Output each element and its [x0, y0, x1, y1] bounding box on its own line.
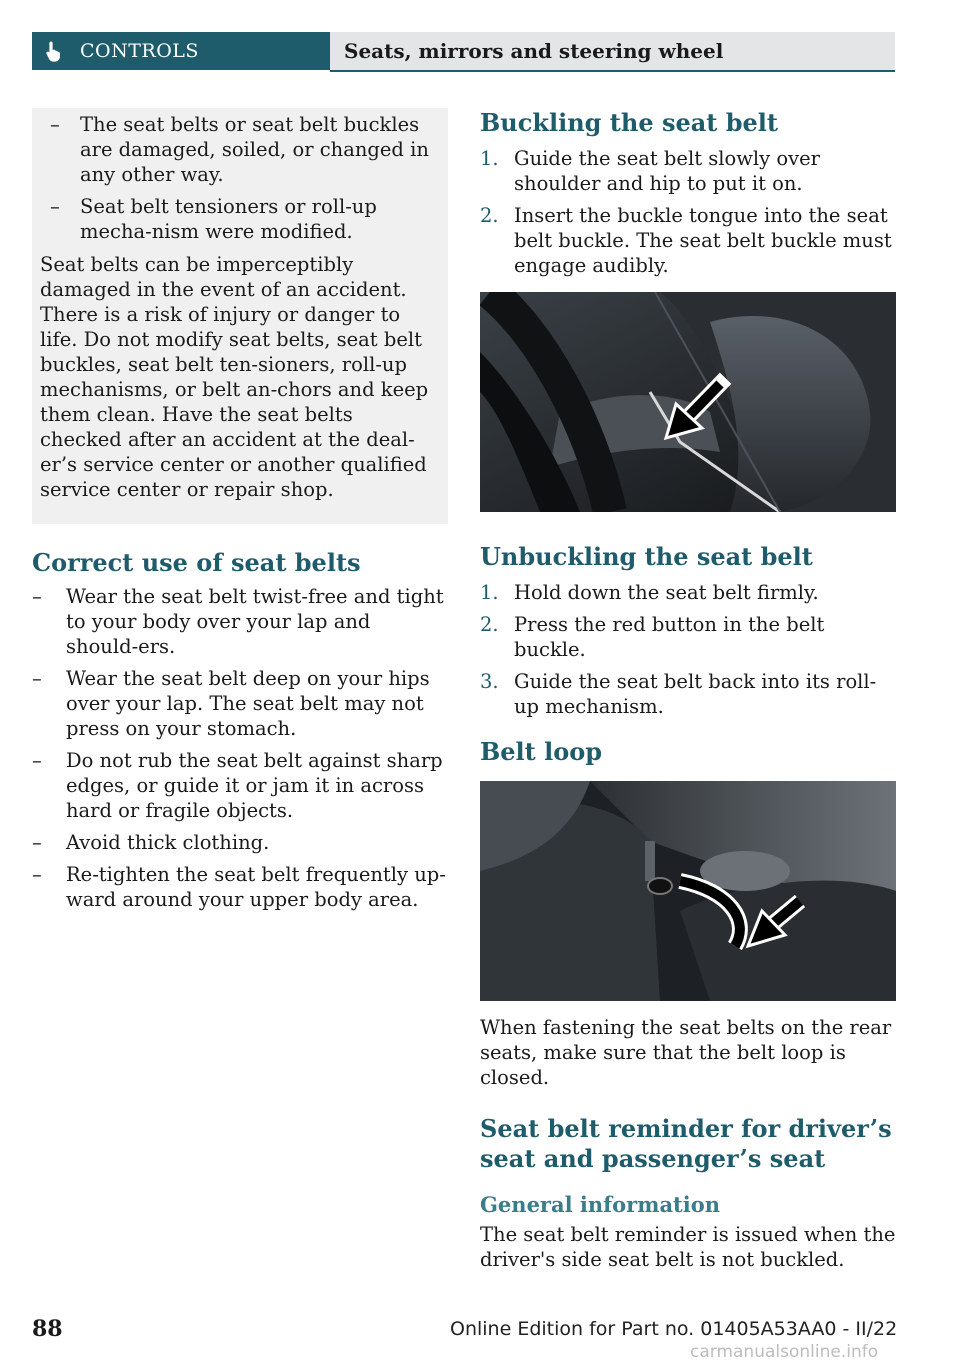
step-number: 1. — [480, 147, 499, 170]
correct-use-heading: Correct use of seat belts — [32, 548, 361, 577]
warning-list — [40, 112, 440, 244]
page-number: 88 — [32, 1316, 63, 1342]
pointing-hand-icon — [42, 39, 66, 63]
dash-marker: – — [32, 667, 42, 690]
list-item: 2. Insert the buckle tongue into the seat belt buckle. The seat belt buckle must engage audibly. — [480, 204, 892, 277]
section-label: CONTROLS — [80, 40, 199, 62]
list-item: – The seat belts or seat belt buckles are damaged, soiled, or changed in any other way. — [50, 113, 429, 186]
watermark: carmanualsonline.info — [690, 1342, 879, 1362]
list-item: 1. Hold down the seat belt firmly. — [480, 581, 819, 604]
header-rule — [330, 70, 895, 72]
belt-loop-text: When fastening the seat belts on the rear seats, make sure that the belt loop is closed. — [480, 1016, 892, 1089]
warning-paragraph: Seat belts can be imperceptibly damaged in the event of an accident. There is a risk of injury or danger to life. Do not modify seat belts, seat belt buckles, seat belt ten-sioners, roll-up mechanisms, or belt an-chors and keep them clean. Have the seat belts checked after an accident at the deal-er’s service center or another qualified service center or repair shop. — [40, 253, 429, 501]
reminder-heading: Seat belt reminder for driver’s seat and passenger’s seat — [480, 1114, 892, 1173]
step-number: 3. — [480, 670, 499, 693]
dash-marker: – — [32, 585, 42, 608]
page-header — [32, 32, 895, 70]
list-item: 2. Press the red button in the belt buckle. — [480, 613, 825, 661]
unbuckling-heading: Unbuckling the seat belt — [480, 542, 813, 571]
buckle-photo — [480, 292, 896, 512]
buckling-steps — [480, 146, 896, 278]
dash-marker: – — [50, 113, 60, 136]
buckling-heading: Buckling the seat belt — [480, 108, 778, 137]
list-item: – Wear the seat belt deep on your hips over your lap. The seat belt may not press on your stomach. — [32, 667, 430, 740]
belt-loop-heading: Belt loop — [480, 737, 603, 766]
list-item: – Seat belt tensioners or roll-up mecha-nism were modified. — [50, 195, 377, 243]
list-item: – Do not rub the seat belt against sharp edges, or guide it or jam it in across hard or fragile objects. — [32, 749, 443, 822]
reminder-text: The seat belt reminder is issued when the driver's side seat belt is not buckled. — [480, 1223, 896, 1271]
step-number: 2. — [480, 204, 499, 227]
edition-footer: Online Edition for Part no. 01405A53AA0 - II/22 — [450, 1318, 898, 1340]
section-tab[interactable] — [32, 32, 330, 70]
list-item: – Re-tighten the seat belt frequently up-ward around your upper body area. — [32, 863, 446, 911]
belt-loop-photo — [480, 781, 896, 1001]
general-info-subheading: General information — [480, 1192, 721, 1217]
list-item: – Avoid thick clothing. — [32, 831, 270, 854]
dash-marker: – — [32, 749, 42, 772]
correct-use-list — [32, 584, 448, 912]
list-item: 1. Guide the seat belt slowly over shoulder and hip to put it on. — [480, 147, 820, 195]
list-item: – Wear the seat belt twist-free and tight to your body over your lap and should-ers. — [32, 585, 444, 658]
unbuckling-steps — [480, 580, 896, 719]
dash-marker: – — [50, 195, 60, 218]
left-column — [32, 108, 448, 919]
dash-marker: – — [32, 863, 42, 886]
right-column — [480, 108, 896, 1272]
step-number: 2. — [480, 613, 499, 636]
warning-box — [32, 108, 448, 524]
step-number: 1. — [480, 581, 499, 604]
chapter-title: Seats, mirrors and steering wheel — [330, 32, 895, 70]
dash-marker: – — [32, 831, 42, 854]
list-item: 3. Guide the seat belt back into its roll-up mechanism. — [480, 670, 877, 718]
